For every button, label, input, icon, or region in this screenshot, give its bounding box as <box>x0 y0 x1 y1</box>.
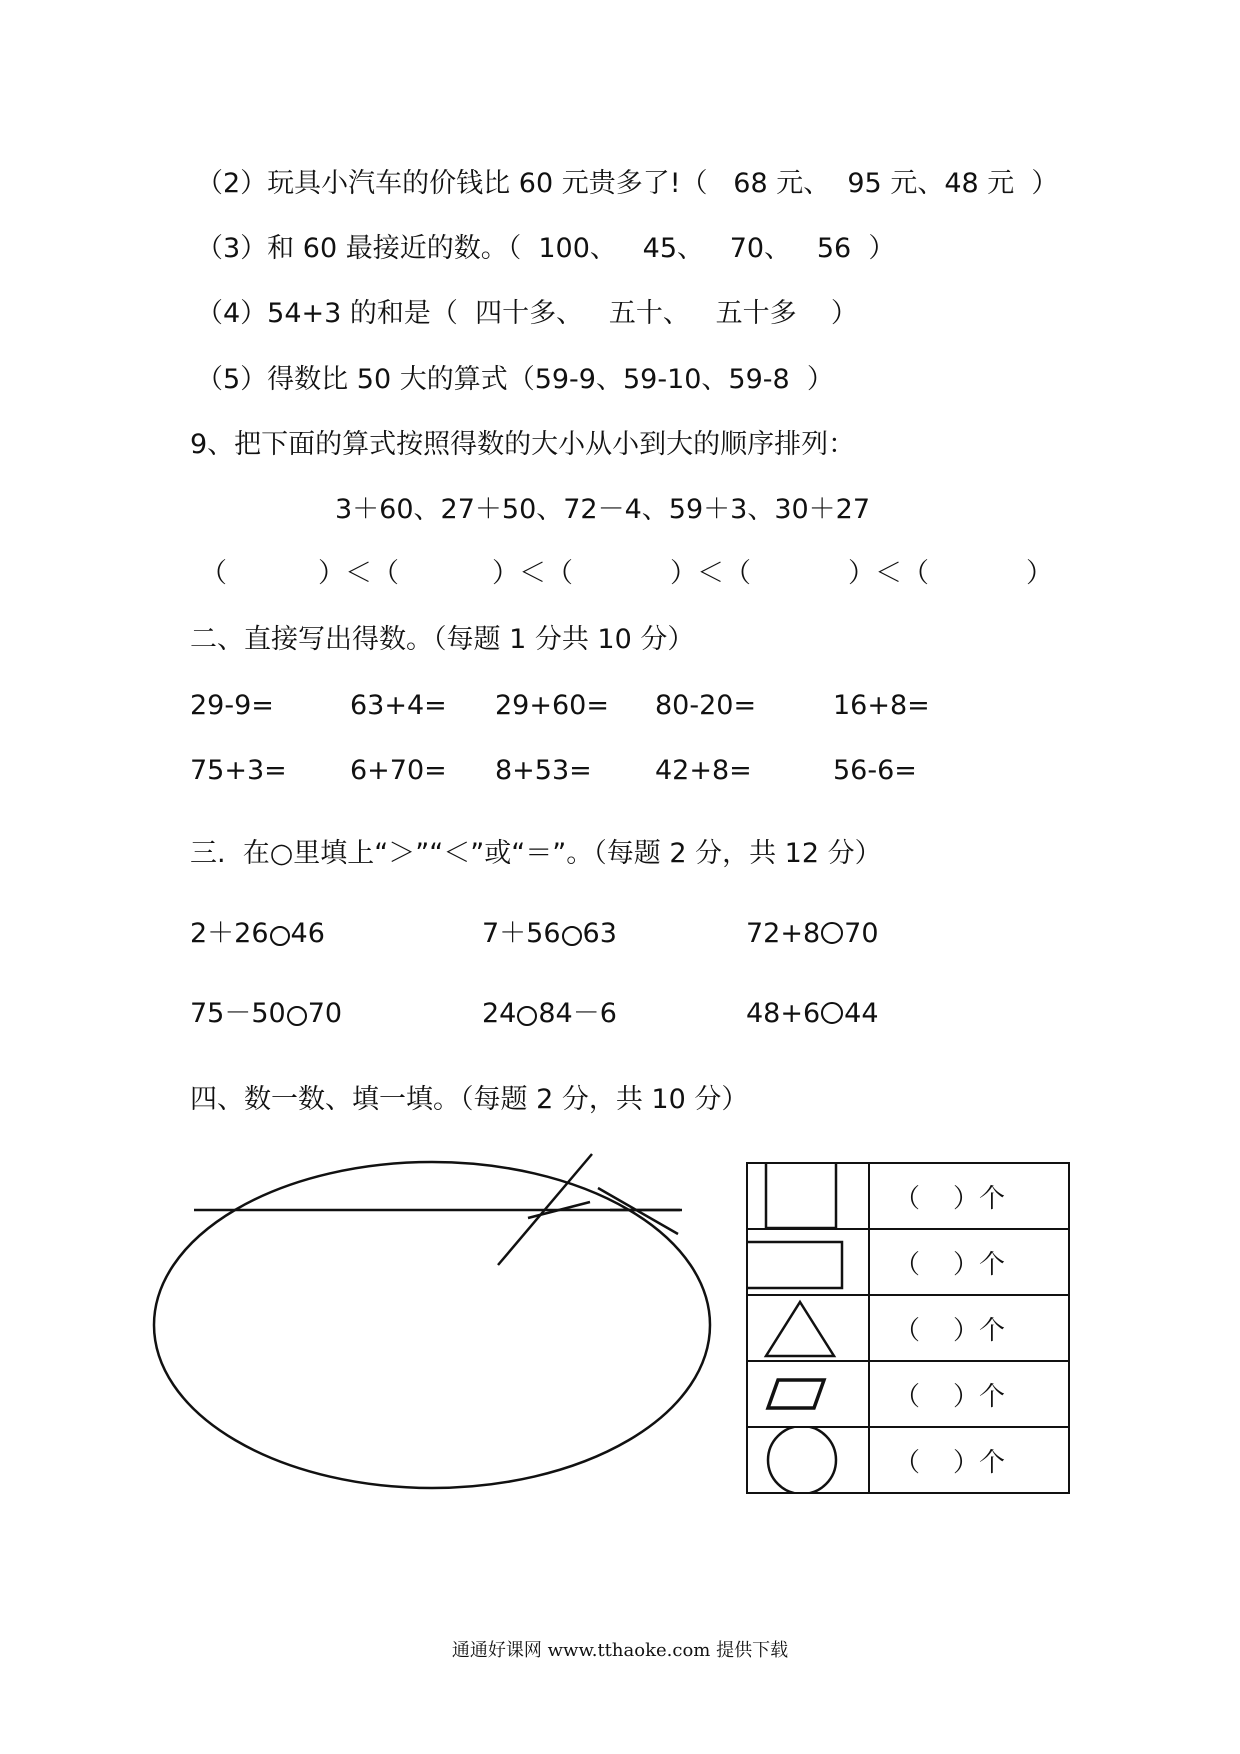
shape-cell <box>747 1295 869 1361</box>
compare-left: 7＋56 <box>482 918 561 949</box>
shape-cell <box>747 1361 869 1427</box>
choice-item-5: （5）得数比 50 大的算式（59-9、59-10、59-8 ） <box>196 364 834 395</box>
order-part: ）＜（ <box>318 558 399 589</box>
blank-circle-icon[interactable] <box>270 926 290 946</box>
table-row <box>747 1295 1069 1361</box>
choice-item-4: （4）54+3 的和是（ 四十多、 五十、 五十多 ） <box>196 298 858 329</box>
compare-left: 72+8 <box>746 918 821 949</box>
compare-right: 70 <box>844 918 879 949</box>
compare-item <box>190 996 342 1032</box>
arith-item: 8+53= <box>495 755 592 786</box>
triangle-icon <box>748 1296 868 1360</box>
order-part: （ <box>200 558 227 589</box>
arith-item: 63+4= <box>350 690 447 721</box>
answer-cell[interactable]: （ ）个 <box>869 1427 1069 1493</box>
compare-right: 84－6 <box>538 998 617 1029</box>
shape-cell <box>747 1427 869 1493</box>
arith-item: 6+70= <box>350 755 447 786</box>
shape-cell <box>747 1163 869 1229</box>
compare-item <box>482 916 617 952</box>
blank-circle-icon[interactable] <box>287 1006 307 1026</box>
table-row <box>747 1163 1069 1229</box>
order-part: ）＜（ <box>492 558 573 589</box>
table-row <box>747 1229 1069 1295</box>
compare-left: 2＋26 <box>190 918 269 949</box>
choice-item-2: （2）玩具小汽车的价钱比 60 元贵多了!（ 68 元、 95 元、48 元 ） <box>196 168 1059 199</box>
compare-item <box>746 916 879 952</box>
order-part: ）＜（ <box>848 558 929 589</box>
compare-left: 24 <box>482 998 517 1029</box>
arith-item: 16+8= <box>833 690 930 721</box>
compare-right: 70 <box>307 998 343 1029</box>
q9-expressions: 3＋60、27＋50、72－4、59＋3、30＋27 <box>335 494 871 525</box>
arith-item: 75+3= <box>190 755 287 786</box>
answer-cell[interactable]: （ ）个 <box>869 1229 1069 1295</box>
footer-credit: 通通好课网 www.tthaoke.com 提供下载 <box>451 1640 789 1661</box>
square-icon <box>748 1164 868 1228</box>
circle-icon <box>748 1428 868 1492</box>
line-figure <box>148 1150 738 1520</box>
arith-item: 80-20= <box>655 690 757 721</box>
arith-item: 42+8= <box>655 755 752 786</box>
order-part: ）＜（ <box>670 558 751 589</box>
blank-circle-icon[interactable] <box>821 1002 843 1024</box>
arith-item: 29+60= <box>495 690 609 721</box>
compare-left: 48+6 <box>746 998 821 1029</box>
answer-cell[interactable]: （ ）个 <box>869 1163 1069 1229</box>
choice-item-3: （3）和 60 最接近的数。（ 100、 45、 70、 56 ） <box>196 233 896 264</box>
compare-item <box>746 996 879 1032</box>
table-row <box>747 1361 1069 1427</box>
section2-title: 二、直接写出得数。（每题 1 分共 10 分） <box>190 624 695 655</box>
q9-title: 9、把下面的算式按照得数的大小从小到大的顺序排列： <box>190 429 856 460</box>
section4-title: 四、数一数、填一填。（每题 2 分，共 10 分） <box>190 1084 749 1115</box>
blank-circle-icon[interactable] <box>562 926 582 946</box>
compare-right: 63 <box>582 918 617 949</box>
arith-item: 56-6= <box>833 755 917 786</box>
arith-item: 29-9= <box>190 690 274 721</box>
compare-item <box>190 916 325 952</box>
order-part: ） <box>1026 558 1053 589</box>
section3-title: 三. 在○里填上“＞”“＜”或“＝”。（每题 2 分，共 12 分） <box>190 838 882 869</box>
parallelogram-icon <box>748 1362 868 1426</box>
table-row <box>747 1427 1069 1493</box>
shape-count-table <box>746 1162 1070 1494</box>
rectangle-icon <box>748 1230 868 1294</box>
shape-cell <box>747 1229 869 1295</box>
compare-item <box>482 996 617 1032</box>
compare-left: 75－50 <box>190 998 286 1029</box>
q9-order-blanks <box>200 556 1060 596</box>
blank-circle-icon[interactable] <box>517 1006 537 1026</box>
compare-right: 46 <box>290 918 325 949</box>
compare-right: 44 <box>844 998 879 1029</box>
blank-circle-icon[interactable] <box>821 922 843 944</box>
answer-cell[interactable]: （ ）个 <box>869 1295 1069 1361</box>
answer-cell[interactable]: （ ）个 <box>869 1361 1069 1427</box>
